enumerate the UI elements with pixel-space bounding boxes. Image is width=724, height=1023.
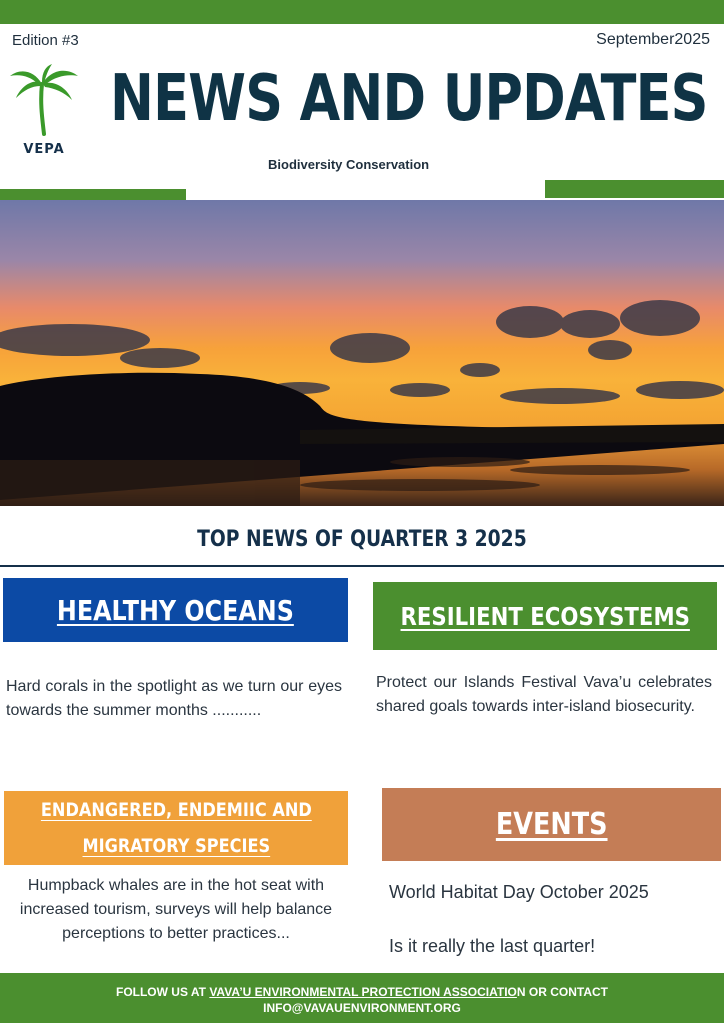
issue-date: September2025 xyxy=(596,31,710,48)
footer xyxy=(0,973,724,1023)
footer-prefix: FOLLOW US AT xyxy=(115,985,210,999)
resilient-ecosystems-text: Protect our Islands Festival Vava’u celebrates shared goals towards inter-island biosecurity. xyxy=(376,674,712,715)
events-heading[interactable] xyxy=(382,788,721,861)
species-heading[interactable] xyxy=(4,791,348,865)
species-text: Humpback whales are in the hot seat with increased tourism, surveys will help balance perceptions to better practices... xyxy=(19,877,333,942)
healthy-oceans-text: Hard corals in the spotlight as we turn our eyes towards the summer months ........... xyxy=(6,678,342,719)
healthy-oceans-heading[interactable] xyxy=(3,578,348,642)
page-title: NEWS AND UPDATES xyxy=(110,62,708,136)
section-divider xyxy=(0,565,724,567)
resilient-ecosystems-heading[interactable] xyxy=(373,582,717,650)
hero-image xyxy=(0,200,724,506)
footer-email[interactable]: INFO@VAVAUENVIRONMENT.ORG xyxy=(263,1001,461,1015)
resilient-ecosystems-heading-text: RESILIENT ECOSYSTEMS xyxy=(400,601,690,631)
page-subtitle: Biodiversity Conservation xyxy=(268,157,430,172)
section-title-text: TOP NEWS OF QUARTER 3 2025 xyxy=(197,527,527,552)
event-item-1: World Habitat Day October 2025 xyxy=(389,882,649,902)
healthy-oceans-heading-text: HEALTHY OCEANS xyxy=(57,593,294,627)
species-heading-line1: ENDANGERED, ENDEMIIC AND xyxy=(40,799,312,821)
vepa-logo xyxy=(6,62,82,162)
edition-label: Edition #3 xyxy=(12,32,79,49)
palm-tree-icon xyxy=(6,62,82,140)
footer-suffix: N OR CONTACT xyxy=(516,985,608,999)
sunset-lagoon-photo xyxy=(0,200,724,506)
species-heading-text xyxy=(41,792,312,864)
accent-bar-right xyxy=(545,180,724,198)
footer-line-1 xyxy=(0,984,724,1000)
top-accent-bar xyxy=(0,0,724,24)
section-title xyxy=(0,527,724,552)
logo-text: VEPA xyxy=(23,142,65,157)
footer-association-link[interactable]: VAVA’U ENVIRONMENTAL PROTECTION ASSOCIATIO xyxy=(209,985,517,999)
events-heading-text: EVENTS xyxy=(495,807,608,842)
species-heading-line2: MIGRATORY SPECIES xyxy=(82,835,270,857)
event-item-2: Is it really the last quarter! xyxy=(389,936,596,956)
